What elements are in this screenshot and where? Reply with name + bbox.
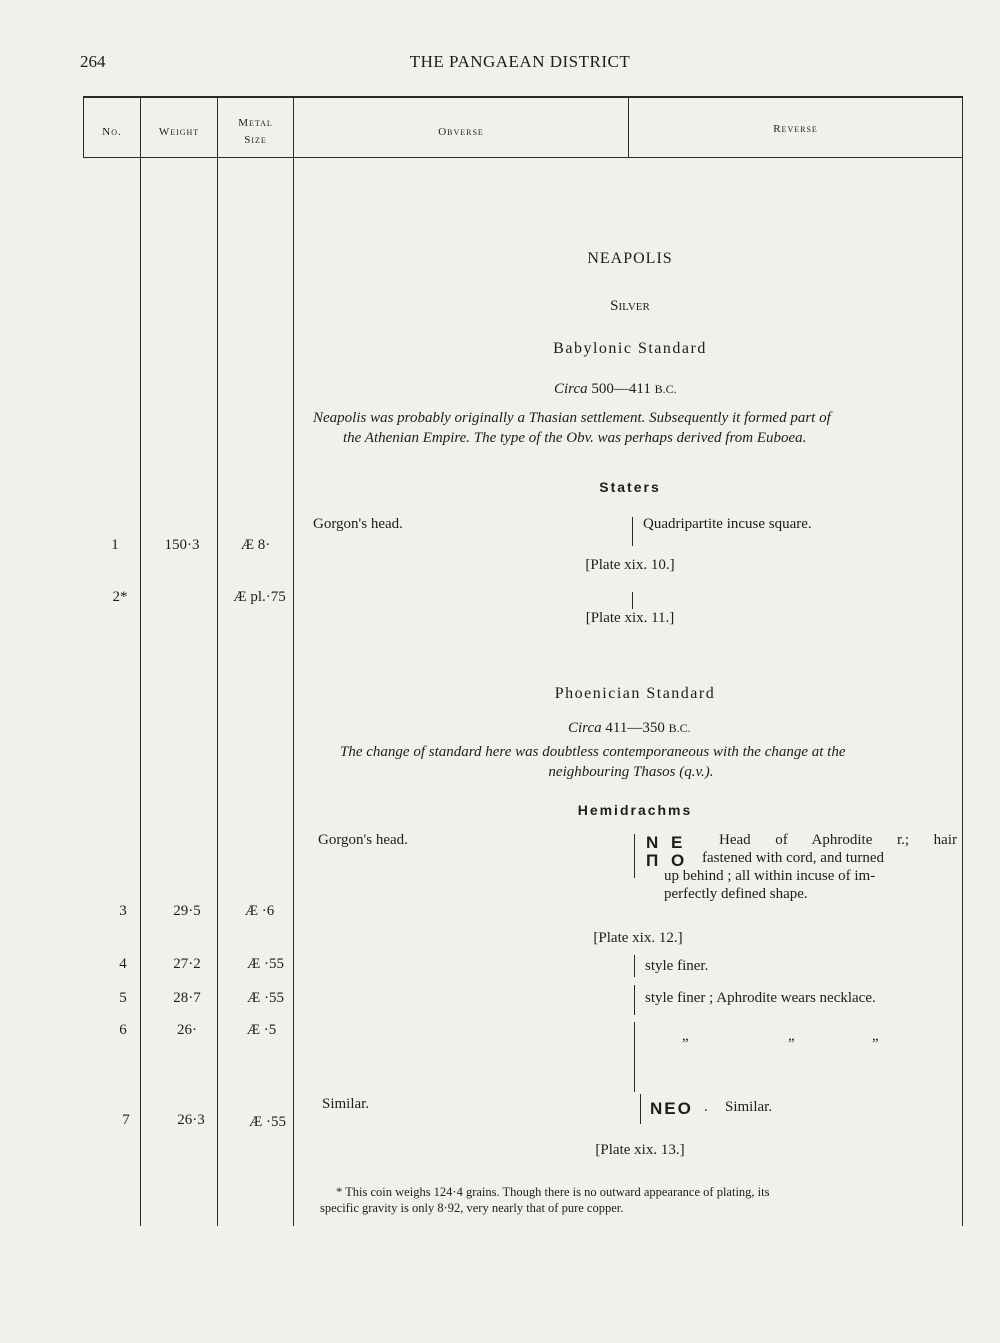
table-top-rule xyxy=(83,96,963,98)
reverse-divider xyxy=(634,834,635,878)
reverse-aphrodite-4: perfectly defined shape. xyxy=(664,886,808,902)
reverse-legend-po: Π O xyxy=(646,851,689,870)
reverse-necklace: style finer ; Aphrodite wears necklace. xyxy=(645,990,876,1006)
circa-label: Circa xyxy=(568,720,602,736)
header-metal: Metal xyxy=(238,117,273,129)
header-reverse: Reverse xyxy=(773,123,818,135)
col-rule-weight xyxy=(217,96,218,1226)
date-range: 500—411 xyxy=(591,381,651,397)
header-size: Size xyxy=(244,134,267,146)
row-metal: Æ ·6 xyxy=(244,903,275,919)
row-metal: Æ ·55 xyxy=(246,990,285,1006)
reverse-legend-ne: N E xyxy=(646,833,687,852)
obverse-gorgon-2: Gorgon's head. xyxy=(318,832,408,848)
row-no: 4 xyxy=(119,956,127,972)
reverse-aphrodite-2: fastened with cord, and turned xyxy=(702,850,885,866)
reverse-divider xyxy=(632,592,633,609)
reverse-divider xyxy=(632,517,633,546)
plate-ref-10: [Plate xix. 10.] xyxy=(585,557,675,573)
col-rule-metal xyxy=(293,96,294,1226)
standard-heading-2: Phoenician Standard xyxy=(554,685,716,702)
obverse-similar: Similar. xyxy=(322,1096,370,1112)
reverse-legend-neo: NEO xyxy=(650,1099,693,1118)
reverse-similar: Similar. xyxy=(725,1099,773,1115)
row-weight: 26· xyxy=(177,1022,197,1038)
row-no: 5 xyxy=(119,990,127,1006)
row-weight: 28·7 xyxy=(173,990,201,1006)
denomination-hemidrachms: Hemidrachms xyxy=(577,802,693,818)
historical-note-2: The change of standard here was doubtless contemporaneous with the change at the xyxy=(340,744,846,760)
row-no: 7 xyxy=(122,1112,130,1128)
reverse-divider xyxy=(634,985,635,1015)
reverse-divider xyxy=(634,955,635,977)
ditto-mark: ” xyxy=(872,1036,879,1052)
row-metal: Æ 8· xyxy=(240,537,271,553)
footnote-line-1: * This coin weighs 124·4 grains. Though there is no outward appearance of plating, its xyxy=(336,1185,770,1199)
header-obverse: Obverse xyxy=(438,126,484,138)
reverse-aphrodite-1: Head of Aphrodite r.; hair xyxy=(719,832,957,848)
col-rule-right xyxy=(962,96,963,1226)
row-metal: Æ ·55 xyxy=(246,956,285,972)
header-weight: Weight xyxy=(158,126,200,138)
historical-note-1: Neapolis was probably originally a Thasian settlement. Subsequently it formed part of xyxy=(313,410,831,426)
row-no: 1 xyxy=(111,537,119,553)
date-range: 411—350 xyxy=(605,720,665,736)
standard-heading-1: Babylonic Standard xyxy=(553,340,707,357)
city-heading: NEAPOLIS xyxy=(587,250,673,267)
row-no: 6 xyxy=(119,1022,127,1038)
historical-note-2-cont: neighbouring Thasos (q.v.). xyxy=(548,764,714,780)
row-metal: Æ pl.·75 xyxy=(233,589,286,605)
row-weight: 150·3 xyxy=(164,537,200,553)
page-number: 264 xyxy=(80,52,106,71)
denomination-staters: Staters xyxy=(599,479,661,495)
row-no: 3 xyxy=(119,903,127,919)
date-line-2 xyxy=(568,720,691,737)
ditto-mark: ” xyxy=(788,1036,795,1052)
metal-heading: Silver xyxy=(610,298,650,314)
reverse-style-finer: style finer. xyxy=(645,958,709,974)
row-weight: 29·5 xyxy=(173,903,201,919)
historical-note-1-cont: the Athenian Empire. The type of the Obv. was perhaps derived from Euboea. xyxy=(343,430,807,446)
circa-label: Circa xyxy=(554,381,588,397)
plate-ref-11: [Plate xix. 11.] xyxy=(585,610,675,626)
row-weight: 27·2 xyxy=(173,956,201,972)
reverse-divider xyxy=(640,1094,641,1124)
plate-ref-12: [Plate xix. 12.] xyxy=(593,930,683,946)
plate-ref-13: [Plate xix. 13.] xyxy=(595,1142,685,1158)
running-title: THE PANGAEAN DISTRICT xyxy=(409,52,631,71)
reverse-incuse: Quadripartite incuse square. xyxy=(643,516,812,532)
row-no: 2* xyxy=(112,589,128,605)
header-no: No. xyxy=(102,126,122,138)
obverse-gorgon-1: Gorgon's head. xyxy=(313,516,403,532)
row-metal: Æ ·55 xyxy=(248,1114,287,1130)
ditto-mark: ” xyxy=(682,1036,689,1052)
row-metal: Æ ·5 xyxy=(246,1022,277,1038)
table-header-rule xyxy=(83,157,963,158)
reverse-divider xyxy=(634,1022,635,1092)
legend-separator: . xyxy=(704,1099,708,1115)
bc-label: B.C. xyxy=(654,382,677,396)
reverse-aphrodite-3: up behind ; all within incuse of im- xyxy=(664,868,876,884)
date-line-1 xyxy=(554,381,677,398)
col-rule-no xyxy=(140,96,141,1226)
bc-label: B.C. xyxy=(668,721,691,735)
footnote-line-2: specific gravity is only 8·92, very nearly that of pure copper. xyxy=(320,1201,624,1215)
row-weight: 26·3 xyxy=(177,1112,205,1128)
